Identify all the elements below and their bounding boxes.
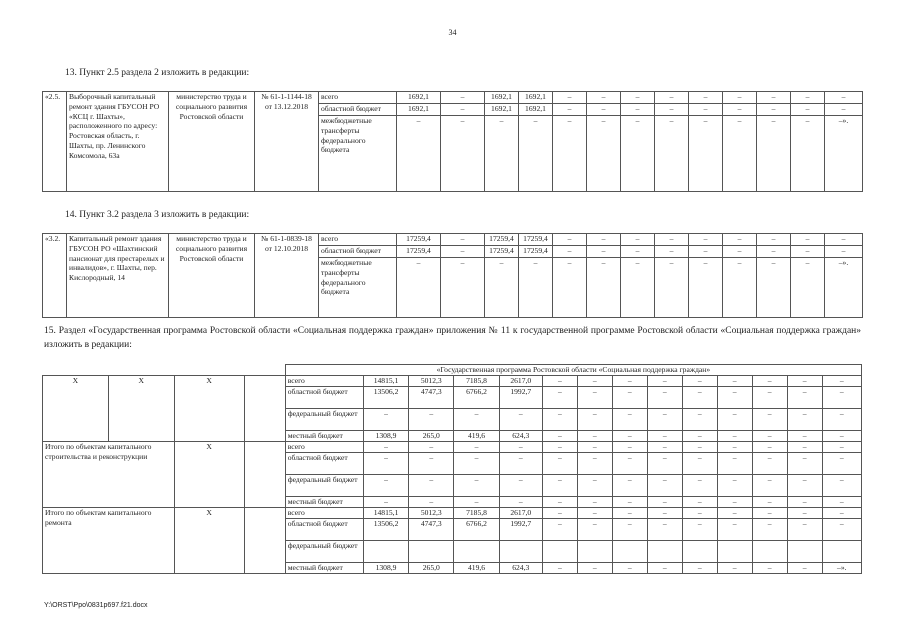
table-row [43, 365, 862, 376]
value-cell: 17259,4 [485, 234, 519, 246]
value-cell: – [612, 442, 647, 453]
value-cell: – [689, 92, 723, 104]
value-cell: – [723, 116, 757, 192]
value-cell: – [655, 246, 689, 258]
value-cell: – [682, 442, 717, 453]
value-cell: – [787, 497, 822, 508]
value-cell: 1692,1 [485, 92, 519, 104]
value-cell: – [363, 453, 408, 475]
funding-source-label: федеральный бюджет [285, 475, 363, 497]
value-cell: – [787, 442, 822, 453]
value-cell: – [577, 453, 612, 475]
value-cell: – [757, 258, 791, 318]
value-cell: – [689, 116, 723, 192]
value-cell: – [542, 409, 577, 431]
funding-source-label: местный бюджет [285, 497, 363, 508]
value-cell: – [787, 563, 822, 574]
value-cell: 419,6 [454, 431, 499, 442]
value-cell: – [363, 442, 408, 453]
value-cell: –». [825, 258, 863, 318]
value-cell: – [822, 376, 861, 387]
value-cell: – [612, 497, 647, 508]
value-cell: – [787, 387, 822, 409]
value-cell: – [752, 508, 787, 519]
value-cell: – [655, 234, 689, 246]
table-row [43, 92, 863, 104]
funding-source-label: областной бюджет [319, 246, 397, 258]
value-cell: – [542, 508, 577, 519]
value-cell: – [752, 409, 787, 431]
value-cell [577, 541, 612, 563]
value-cell: – [587, 234, 621, 246]
x-marker: X [174, 376, 244, 442]
value-cell: – [717, 431, 752, 442]
value-cell: – [757, 246, 791, 258]
value-cell: – [791, 246, 825, 258]
funding-source-label: всего [319, 92, 397, 104]
value-cell: – [577, 442, 612, 453]
value-cell: – [787, 508, 822, 519]
total-cost: 17259,4 [397, 234, 441, 246]
table-row [43, 508, 862, 519]
summary-title: Итого по объектам капитального ремонта [43, 508, 175, 574]
value-cell: – [822, 475, 861, 497]
value-cell: – [441, 234, 485, 246]
value-cell: – [454, 453, 499, 475]
blank-header-cell [43, 365, 286, 376]
value-cell: – [787, 453, 822, 475]
value-cell: – [621, 104, 655, 116]
value-cell: – [621, 258, 655, 318]
value-cell: 6766,2 [454, 519, 499, 541]
value-cell [647, 541, 682, 563]
funding-source-label: всего [285, 442, 363, 453]
value-cell: – [542, 442, 577, 453]
value-cell: 17259,4 [485, 246, 519, 258]
value-cell: 14815,1 [363, 508, 408, 519]
item-number: «2.5. [43, 92, 67, 192]
value-cell: – [542, 497, 577, 508]
value-cell: – [682, 497, 717, 508]
item-number: «3.2. [43, 234, 67, 318]
x-marker: X [174, 442, 244, 508]
value-cell: – [655, 92, 689, 104]
value-cell: – [647, 409, 682, 431]
value-cell: – [612, 376, 647, 387]
value-cell: – [612, 409, 647, 431]
value-cell: – [621, 92, 655, 104]
value-cell: – [682, 376, 717, 387]
value-cell [822, 541, 861, 563]
value-cell: – [441, 246, 485, 258]
value-cell: – [454, 497, 499, 508]
value-cell: – [822, 409, 861, 431]
value-cell: 419,6 [454, 563, 499, 574]
value-cell: 6766,2 [454, 387, 499, 409]
funding-source-label: всего [319, 234, 397, 246]
paragraph-13: 13. Пункт 2.5 раздела 2 изложить в редакции: [65, 68, 250, 78]
value-cell: 265,0 [409, 431, 454, 442]
value-cell: 7185,8 [454, 508, 499, 519]
value-cell: – [587, 258, 621, 318]
funding-source-label: областной бюджет [285, 387, 363, 409]
value-cell: – [723, 104, 757, 116]
value-cell: – [454, 442, 499, 453]
table-row [43, 376, 862, 387]
value-cell: 1692,1 [519, 104, 553, 116]
value-cell: – [723, 258, 757, 318]
value-cell: – [822, 387, 861, 409]
value-cell: – [825, 234, 863, 246]
value-cell: – [519, 258, 553, 318]
value-cell: – [612, 431, 647, 442]
value-cell: – [587, 92, 621, 104]
value-cell: – [499, 497, 542, 508]
value-cell: – [409, 442, 454, 453]
value-cell: 7185,8 [454, 376, 499, 387]
value-cell: – [485, 258, 519, 318]
value-cell: – [454, 475, 499, 497]
total-cost: – [397, 116, 441, 192]
value-cell: – [757, 116, 791, 192]
value-cell: – [577, 508, 612, 519]
responsible-ministry: министерство труда и социального развития Ростовской области [169, 92, 255, 192]
table3-body [43, 365, 862, 574]
value-cell: – [612, 453, 647, 475]
value-cell: – [682, 387, 717, 409]
value-cell: – [655, 116, 689, 192]
funding-source-label: межбюджетные трансферты федерального бюджета [319, 116, 397, 192]
value-cell: – [499, 409, 542, 431]
value-cell: 265,0 [409, 563, 454, 574]
value-cell: – [612, 508, 647, 519]
value-cell: – [621, 116, 655, 192]
value-cell: – [577, 563, 612, 574]
value-cell: 624,3 [499, 563, 542, 574]
value-cell [682, 541, 717, 563]
expertise-document: № 61-1-0839-18 от 12.10.2018 [255, 234, 319, 318]
value-cell: – [553, 116, 587, 192]
value-cell: – [647, 376, 682, 387]
value-cell: 1992,7 [499, 387, 542, 409]
value-cell: – [752, 387, 787, 409]
value-cell: – [409, 453, 454, 475]
value-cell: 1692,1 [519, 92, 553, 104]
blank-cell [244, 376, 285, 442]
value-cell: – [542, 563, 577, 574]
summary-title: Итого по объектам капитального строительства и реконструкции [43, 442, 175, 508]
total-cost: – [397, 258, 441, 318]
value-cell: – [612, 475, 647, 497]
funding-source-label: местный бюджет [285, 563, 363, 574]
page-number: 34 [448, 28, 457, 37]
value-cell: – [757, 234, 791, 246]
value-cell: – [647, 431, 682, 442]
value-cell: – [647, 508, 682, 519]
blank-cell [244, 442, 285, 508]
value-cell: – [791, 92, 825, 104]
blank-cell [244, 508, 285, 574]
value-cell [752, 541, 787, 563]
value-cell: – [363, 475, 408, 497]
value-cell: – [577, 376, 612, 387]
value-cell: – [752, 442, 787, 453]
value-cell: – [587, 246, 621, 258]
value-cell: – [822, 508, 861, 519]
value-cell: – [787, 519, 822, 541]
value-cell: 14815,1 [363, 376, 408, 387]
value-cell: – [647, 497, 682, 508]
value-cell: – [647, 519, 682, 541]
funding-source-label: федеральный бюджет [285, 409, 363, 431]
value-cell [787, 541, 822, 563]
value-cell: 2617,0 [499, 508, 542, 519]
table1-body [43, 92, 863, 192]
table-program-summary [42, 364, 862, 574]
value-cell: – [363, 409, 408, 431]
value-cell: – [752, 431, 787, 442]
value-cell: – [542, 376, 577, 387]
value-cell: – [689, 104, 723, 116]
total-cost: 1692,1 [397, 104, 441, 116]
total-cost: 1692,1 [397, 92, 441, 104]
value-cell: – [822, 519, 861, 541]
value-cell: –». [825, 116, 863, 192]
value-cell [717, 541, 752, 563]
value-cell: – [825, 246, 863, 258]
value-cell: – [577, 431, 612, 442]
funding-source-label: всего [285, 376, 363, 387]
value-cell: – [499, 453, 542, 475]
value-cell: 17259,4 [519, 234, 553, 246]
table-item-2-5 [42, 91, 863, 192]
paragraph-14: 14. Пункт 3.2 раздела 3 изложить в редакции: [65, 210, 250, 220]
value-cell: –». [822, 563, 861, 574]
value-cell: – [689, 246, 723, 258]
value-cell: – [717, 497, 752, 508]
funding-source-label: областной бюджет [285, 519, 363, 541]
value-cell: 4747,3 [409, 519, 454, 541]
value-cell: – [647, 387, 682, 409]
value-cell: – [587, 116, 621, 192]
value-cell: – [682, 519, 717, 541]
value-cell: – [682, 475, 717, 497]
value-cell: – [441, 92, 485, 104]
value-cell: 2617,0 [499, 376, 542, 387]
value-cell: 1308,9 [363, 563, 408, 574]
funding-source-label: областной бюджет [285, 453, 363, 475]
value-cell: 17259,4 [519, 246, 553, 258]
value-cell: – [787, 431, 822, 442]
value-cell: 5012,3 [409, 376, 454, 387]
funding-source-label: федеральный бюджет [285, 541, 363, 563]
object-name: Выборочный капитальный ремонт здания ГБУСОН РО «КСЦ г. Шахты», расположенного по адресу: Ростовская область, г. Шахты, пр. Ленинского Комсомола, 63а [67, 92, 169, 192]
value-cell: 5012,3 [409, 508, 454, 519]
value-cell: – [723, 92, 757, 104]
value-cell: – [441, 116, 485, 192]
value-cell: – [717, 376, 752, 387]
value-cell: – [553, 234, 587, 246]
value-cell: – [717, 508, 752, 519]
value-cell: – [409, 497, 454, 508]
value-cell: – [682, 431, 717, 442]
value-cell: – [791, 258, 825, 318]
table-item-3-2 [42, 233, 863, 318]
value-cell: – [612, 563, 647, 574]
value-cell: – [499, 442, 542, 453]
value-cell [363, 541, 408, 563]
value-cell: – [717, 563, 752, 574]
value-cell: – [825, 104, 863, 116]
value-cell: – [791, 104, 825, 116]
value-cell: – [752, 376, 787, 387]
table-row [43, 442, 862, 453]
value-cell: – [723, 234, 757, 246]
value-cell: – [682, 409, 717, 431]
value-cell: – [553, 92, 587, 104]
value-cell: – [787, 376, 822, 387]
funding-source-label: всего [285, 508, 363, 519]
value-cell: – [612, 387, 647, 409]
value-cell: – [621, 246, 655, 258]
value-cell: – [612, 519, 647, 541]
value-cell: – [752, 453, 787, 475]
value-cell: – [577, 387, 612, 409]
funding-source-label: межбюджетные трансферты федерального бюджета [319, 258, 397, 318]
value-cell: – [717, 387, 752, 409]
value-cell: – [822, 431, 861, 442]
value-cell: – [647, 453, 682, 475]
value-cell: – [553, 258, 587, 318]
value-cell [409, 541, 454, 563]
value-cell: – [647, 475, 682, 497]
value-cell: – [682, 453, 717, 475]
value-cell: – [647, 563, 682, 574]
object-name: Капитальный ремонт здания ГБУСОН РО «Шахтинский пансионат для престарелых и инвалидов», г. Шахты, пер. Кислородный, 14 [67, 234, 169, 318]
value-cell: – [577, 497, 612, 508]
value-cell: – [621, 234, 655, 246]
file-path-footer: Y:\ORST\Ppo\0831p697.f21.docx [44, 602, 148, 609]
x-marker: X [108, 376, 174, 442]
value-cell: – [787, 475, 822, 497]
value-cell [454, 541, 499, 563]
x-marker: X [174, 508, 244, 574]
value-cell: – [825, 92, 863, 104]
value-cell: – [409, 409, 454, 431]
value-cell [612, 541, 647, 563]
value-cell: – [682, 508, 717, 519]
value-cell: – [587, 104, 621, 116]
value-cell: 1308,9 [363, 431, 408, 442]
value-cell: – [717, 453, 752, 475]
value-cell: – [717, 519, 752, 541]
value-cell: – [519, 116, 553, 192]
value-cell: – [409, 475, 454, 497]
value-cell: – [689, 234, 723, 246]
value-cell: – [757, 104, 791, 116]
value-cell [499, 541, 542, 563]
value-cell: – [577, 409, 612, 431]
value-cell: – [577, 519, 612, 541]
value-cell: – [454, 409, 499, 431]
table2-body [43, 234, 863, 318]
value-cell: – [542, 475, 577, 497]
value-cell [542, 541, 577, 563]
total-cost: 17259,4 [397, 246, 441, 258]
value-cell: – [717, 409, 752, 431]
value-cell: – [752, 519, 787, 541]
value-cell: – [363, 497, 408, 508]
value-cell: – [553, 246, 587, 258]
value-cell: – [689, 258, 723, 318]
value-cell: – [542, 453, 577, 475]
value-cell: 13506,2 [363, 519, 408, 541]
value-cell: – [542, 431, 577, 442]
value-cell: 1692,1 [485, 104, 519, 116]
value-cell: 1992,7 [499, 519, 542, 541]
value-cell: – [542, 387, 577, 409]
value-cell: – [655, 258, 689, 318]
value-cell: – [485, 116, 519, 192]
value-cell: – [757, 92, 791, 104]
value-cell: – [752, 497, 787, 508]
value-cell: – [441, 258, 485, 318]
table-row [43, 234, 863, 246]
value-cell: – [752, 563, 787, 574]
funding-source-label: местный бюджет [285, 431, 363, 442]
value-cell: – [577, 475, 612, 497]
value-cell: – [791, 116, 825, 192]
value-cell: – [553, 104, 587, 116]
value-cell: – [822, 497, 861, 508]
value-cell: – [787, 409, 822, 431]
value-cell: 4747,3 [409, 387, 454, 409]
value-cell: – [752, 475, 787, 497]
value-cell: – [723, 246, 757, 258]
paragraph-15: 15. Раздел «Государственная программа Ростовской области «Социальная поддержка граждан» приложения № 11 к государственной программе Ростовской области «Социальная поддержка граждан» изложить в редакции: [44, 326, 861, 350]
value-cell: – [791, 234, 825, 246]
funding-source-label: областной бюджет [319, 104, 397, 116]
value-cell: 624,3 [499, 431, 542, 442]
responsible-ministry: министерство труда и социального развития Ростовской области [169, 234, 255, 318]
value-cell: – [682, 563, 717, 574]
value-cell: – [822, 442, 861, 453]
expertise-document: № 61-1-1144-18 от 13.12.2018 [255, 92, 319, 192]
value-cell: – [822, 453, 861, 475]
value-cell: – [499, 475, 542, 497]
x-marker: X [43, 376, 109, 442]
value-cell: – [542, 519, 577, 541]
value-cell: – [717, 475, 752, 497]
value-cell: – [655, 104, 689, 116]
value-cell: 13506,2 [363, 387, 408, 409]
value-cell: – [717, 442, 752, 453]
value-cell: – [647, 442, 682, 453]
value-cell: – [441, 104, 485, 116]
program-header: «Государственная программа Ростовской области «Социальная поддержка граждан» [285, 365, 861, 376]
